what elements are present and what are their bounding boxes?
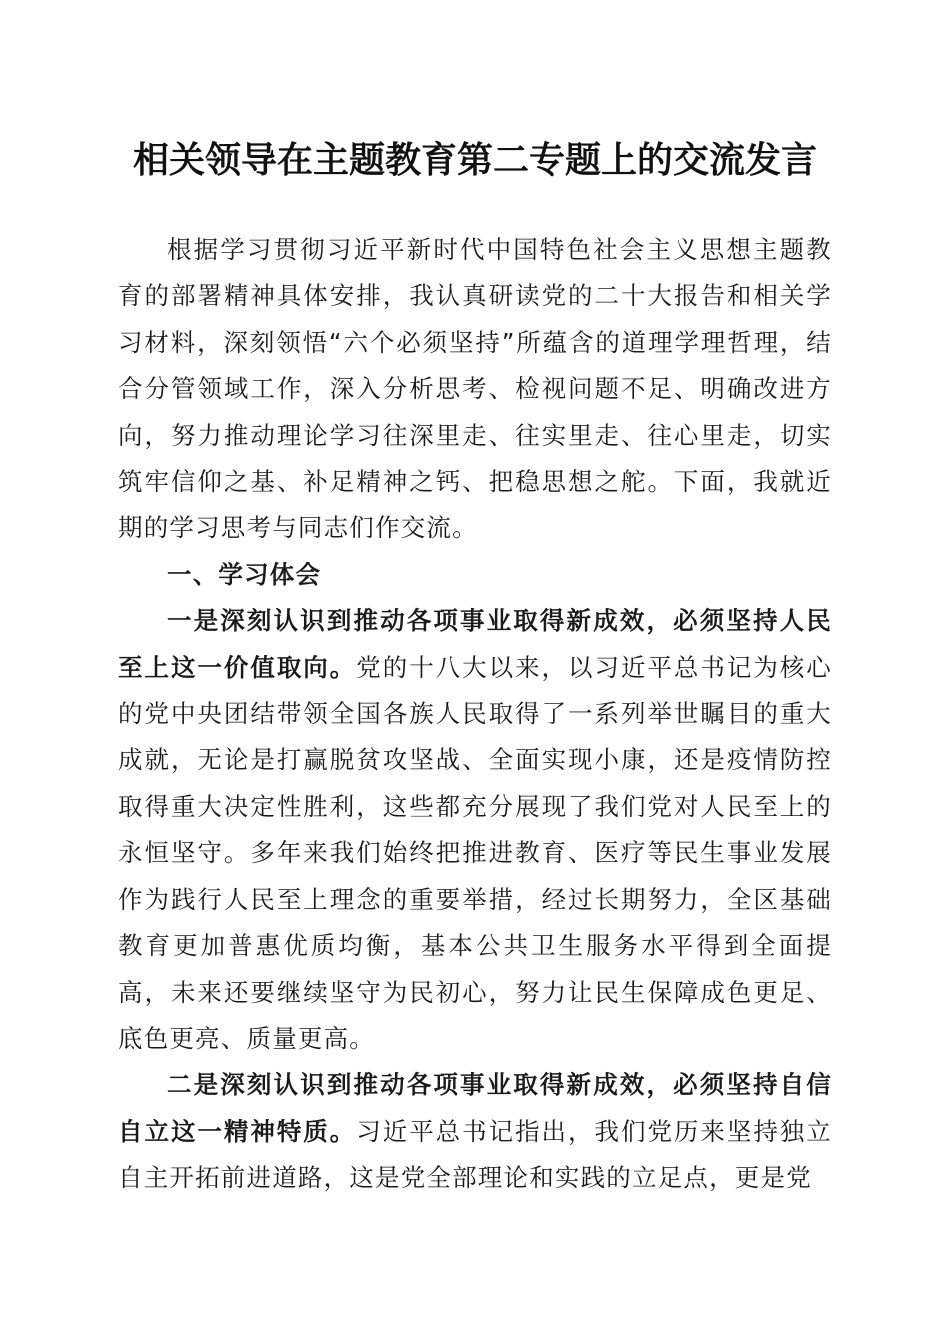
paragraph-2: [118, 1062, 832, 1201]
paragraph-2-body: 习近平总书记指出，我们党历来坚持独立自主开拓前进道路，这是党全部理论和实践的立足点，更是党: [118, 1116, 832, 1193]
paragraph-1-lead: 一是深刻认识到推动各项事业取得新成效，必须坚持人民至上这一价值取向。: [118, 606, 832, 682]
paragraph-1-body: 党的十八大以来，以习近平总书记为核心的党中央团结带领全国各族人民取得了一系列举世瞩目的重大成就，无论是打赢脱贫攻坚战、全面实现小康，还是疫情防控取得重大决定性胜利，这些都充分展现了我们党对人民至上的永恒坚守。多年来我们始终把推进教育、医疗等民生事业发展作为践行人民至上理念的重要举措，经过长期努力，全区基础教育更加普惠优质均衡，基本公共卫生服务水平得到全面提高，未来还要继续坚守为民初心，努力让民生保障成色更足、底色更亮、质量更高。: [118, 652, 832, 1053]
document-title: 相关领导在主题教育第二专题上的交流发言: [132, 139, 817, 181]
paragraph-1: [118, 598, 832, 1062]
document-body: [118, 227, 832, 1202]
section-heading: 一、学习体会: [167, 559, 322, 589]
paragraph-2-lead: 二是深刻认识到推动各项事业取得新成效，必须坚持自信自立这一精神特质。: [118, 1070, 832, 1146]
intro-paragraph: 根据学习贯彻习近平新时代中国特色社会主义思想主题教育的部署精神具体安排，我认真研读党的二十大报告和相关学习材料，深刻领悟“六个必须坚持”所蕴含的道理学理哲理，结合分管领域工作，深入分析思考、检视问题不足、明确改进方向，努力推动理论学习往深里走、往实里走、往心里走，切实筑牢信仰之基、补足精神之钙、把稳思想之舵。下面，我就近期的学习思考与同志们作交流。: [118, 235, 832, 543]
